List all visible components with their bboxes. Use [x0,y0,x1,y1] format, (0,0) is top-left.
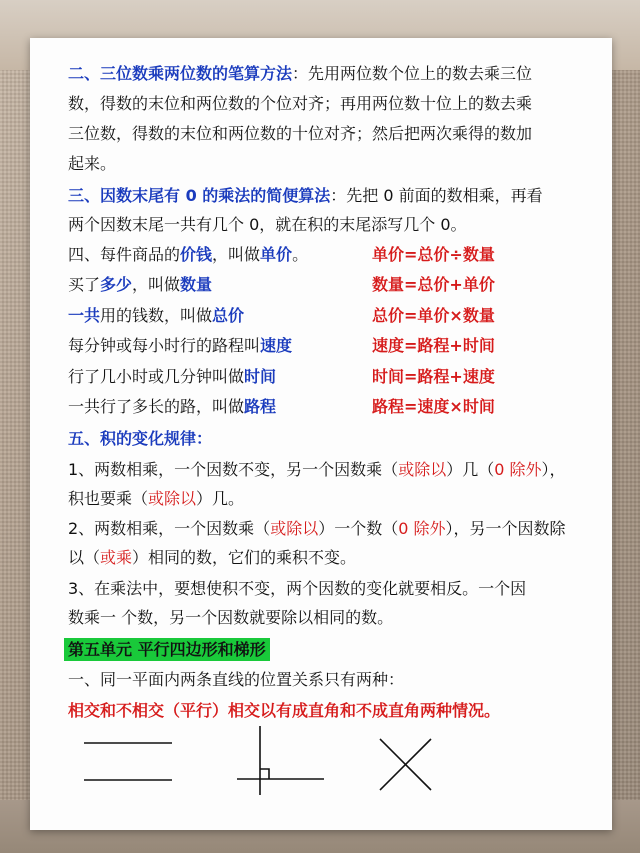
s4-row-2: 买了多少，叫做数量 [68,275,213,294]
unit5-line-2: 相交和不相交（平行）相交以有成直角和不成直角两种情况。 [68,701,501,720]
s5-p1-line-2: 积也要乘（或除以）几。 [68,489,245,508]
formula-distance: 路程=速度×时间 [372,397,495,416]
parallel-lines-figure [84,743,172,780]
formula-time: 时间=路程+速度 [372,367,495,386]
formula-total-price: 总价=单价×数量 [372,306,495,325]
formula-quantity: 数量=总价+单价 [372,275,495,294]
perpendicular-lines-figure [237,726,324,795]
s5-p2-line-1: 2、两数相乘，一个因数乘（或除以）一个数（0 除外），另一个因数除 [68,519,566,538]
unit5-line-1: 一、同一平面内两条直线的位置关系只有两种： [68,670,405,689]
s5-p2-line-2: 以（或乘）相同的数，它们的乘积不变。 [68,548,357,567]
s4-row-5: 行了几小时或几分钟叫做时间 [68,367,277,386]
s5-heading: 五、积的变化规律： [68,429,213,448]
s4-row-4: 每分钟或每小时行的路程叫速度 [68,336,293,355]
s4-row-1: 四、每件商品的价钱，叫做单价。 [68,245,309,264]
s2-line-4: 起来。 [68,154,117,173]
intersecting-lines-figure [380,739,431,790]
s3-heading: 三、因数末尾有 0 的乘法的简便算法 [68,186,331,205]
s2-heading: 二、三位数乘两位数的笔算方法 [68,64,293,83]
s5-p3-line-1: 3、在乘法中，要想使积不变，两个因数的变化就要相反。一个因 [68,579,527,598]
formula-unit-price: 单价=总价÷数量 [372,245,495,264]
s4-row-6: 一共行了多长的路，叫做路程 [68,397,277,416]
formula-speed: 速度=路程+时间 [372,336,495,355]
unit5-title: 第五单元 平行四边形和梯形 [64,638,270,661]
s2-line-1: 二、三位数乘两位数的笔算方法：先用两位数个位上的数去乘三位 [68,64,533,83]
s5-p3-line-2: 数乘一 个数，另一个因数就要除以相同的数。 [68,608,394,627]
s2-line-2: 数，得数的末位和两位数的个位对齐；再用两位数十位上的数去乘 [68,94,533,113]
s5-p1-line-1: 1、两数相乘，一个因数不变，另一个因数乘（或除以）几（0 除外）， [68,460,566,479]
s2-line-3: 三位数，得数的末位和两位数的十位对齐；然后把两次乘得的数加 [68,124,533,143]
s4-row-3: 一共用的钱数，叫做总价 [68,306,245,325]
s3-line-2: 两个因数末尾一共有几个 0，就在积的末尾添写几个 0。 [68,215,467,234]
s3-line-1: 三、因数末尾有 0 的乘法的简便算法：先把 0 前面的数相乘，再看 [68,186,543,205]
